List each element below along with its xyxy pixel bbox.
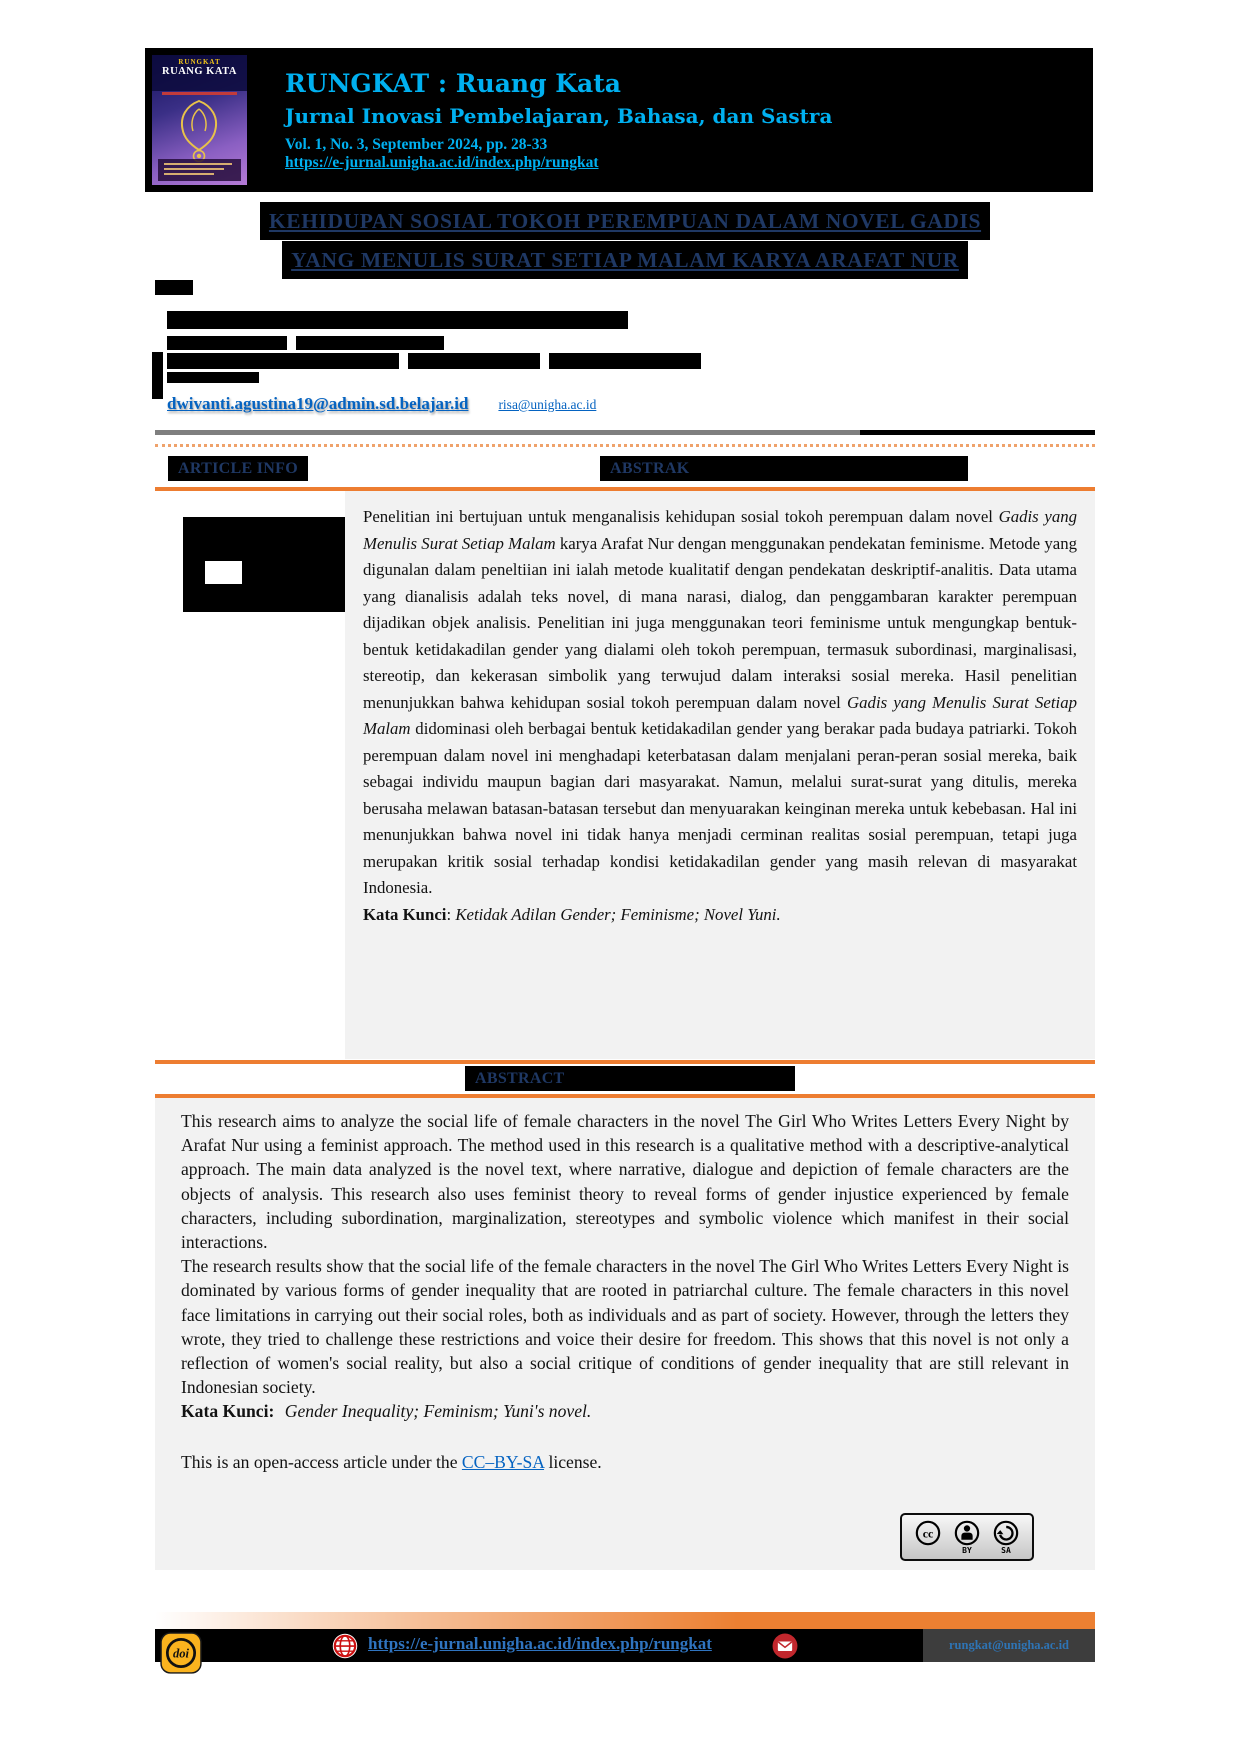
abstract-keywords: Kata Kunci: Gender Inequality; Feminism; Yuni's novel. xyxy=(181,1401,592,1422)
cc-by-sa-link[interactable]: CC–BY-SA xyxy=(461,1451,545,1472)
article-info-heading: ARTICLE INFO xyxy=(168,456,308,481)
journal-url-link[interactable]: https://e-jurnal.unigha.ac.id/index.php/rungkat xyxy=(285,154,599,171)
cc-by-label: BY xyxy=(962,1545,972,1555)
author-email-primary-link[interactable]: dwivanti.agustina19@admin.sd.belajar.id xyxy=(167,394,469,413)
abstract-heading: ABSTRACT xyxy=(465,1066,795,1091)
article-title-line1: KEHIDUPAN SOSIAL TOKOH PEREMPUAN DALAM NOVEL GADIS xyxy=(260,202,990,240)
novel-title-italic: Gadis yang Menulis Surat Setiap Malam xyxy=(363,692,1077,738)
journal-cover-thumbnail xyxy=(152,55,247,185)
logo-footer-band xyxy=(158,159,241,181)
logo-title-band xyxy=(152,55,247,91)
redacted-author-names xyxy=(167,311,628,329)
svg-text:doi: doi xyxy=(172,1646,190,1661)
redacted-article-history xyxy=(183,584,359,612)
cc-sa-label: SA xyxy=(1001,1545,1011,1555)
divider-gray-black xyxy=(155,430,1095,435)
logo-wayang-emblem-icon xyxy=(169,97,229,161)
article-title xyxy=(155,202,1095,280)
logo-decor-strip xyxy=(164,168,224,170)
logo-decor-strip xyxy=(164,163,232,165)
novel-title-italic: Gadis yang Menulis Surat Setiap Malam xyxy=(363,507,1077,553)
mail-icon xyxy=(772,1633,798,1659)
redacted-article-history xyxy=(183,561,205,584)
svg-text:cc: cc xyxy=(922,1525,934,1540)
logo-decor-strip xyxy=(164,173,214,175)
divider-dotted-orange xyxy=(155,444,1095,447)
footer-gradient-bar xyxy=(155,1612,1095,1629)
cc-by-sa-badge[interactable] xyxy=(900,1513,1034,1561)
redacted-affiliation xyxy=(549,353,701,369)
author-emails xyxy=(167,394,596,414)
redacted-author-number xyxy=(155,280,193,295)
article-title-line2: YANG MENULIS SURAT SETIAP MALAM KARYA ARAFAT NUR xyxy=(282,241,968,279)
author-email-secondary-link[interactable]: risa@unigha.ac.id xyxy=(498,397,597,412)
logo-title-main: RUANG KATA xyxy=(162,66,237,77)
redacted-affiliation xyxy=(167,372,259,383)
abstrak-heading: ABSTRAK xyxy=(600,456,968,481)
footer-email-panel xyxy=(923,1629,1095,1662)
abstract-box xyxy=(155,1098,1095,1570)
redacted-affiliation xyxy=(296,336,444,350)
redacted-article-history xyxy=(183,517,359,561)
footer-email[interactable]: rungkat@unigha.ac.id xyxy=(949,1638,1069,1652)
abstrak-keywords: Kata Kunci: Ketidak Adilan Gender; Feminisme; Novel Yuni. xyxy=(363,904,781,924)
journal-title: RUNGKAT : Ruang Kata xyxy=(285,69,621,98)
license-statement: This is an open-access article under the CC–BY-SA license. xyxy=(181,1451,602,1472)
abstrak-text: Penelitian ini bertujuan untuk menganalisis kehidupan sosial tokoh perempuan dalam novel Gadis yang Menulis Surat Setiap Malam karya Arafat Nur dengan menggunakan pendekatan feminisme. Metode yang digunalan dalam peneltiian ini ialah metode kualitatif dengan pendekatan deskriptif-analitis. Data utama yang dianalisis adalah teks novel, di mana narasi, dialog, dan penggambaran karakter perempuan dijadikan objek analisis. Penelitian ini juga menggunakan teori feminisme untuk mengungkap bentuk-bentuk ketidakadilan gender yang dialami oleh tokoh perempuan, termasuk subordinasi, marginalisasi, stereotip, dan kekerasan simbolik yang terwujud dalam interaksi sosial mereka. Hasil penelitian menunjukkan bahwa kehidupan sosial tokoh perempuan dalam novel Gadis yang Menulis Surat Setiap Malam didominasi oleh berbagai bentuk ketidakadilan gender yang berakar pada budaya patriarki. Tokoh perempuan dalam novel ini menghadapi keterbatasan dalam menjalani peran-peran sosial mereka, baik sebagai individu maupun bagian dari masyarakat. Namun, melalui surat-surat yang ditulis, mereka berusaha melawan batasan-batasan tersebut dan menyuarakan keinginan mereka untuk kebebasan. Hal ini menunjukkan bahwa novel ini tidak hanya menjadi cerminan realitas sosial perempuan, tetapi juga merupakan kritik sosial terhadap kondisi ketidakadilan gender yang masih relevan di masyarakat Indonesia. xyxy=(363,507,1077,897)
footer-journal-url-link[interactable]: https://e-jurnal.unigha.ac.id/index.php/rungkat xyxy=(368,1634,712,1653)
redacted-affiliation xyxy=(167,336,287,350)
cc-share-alike-icon xyxy=(993,1520,1019,1555)
abstract-paragraph-1: This research aims to analyze the social life of female characters in the novel The Girl Who Writes Letters Every Night by Arafat Nur using a feminist approach. The method used in this research is a qualitative method with a descriptive-analytical approach. The main data analyzed is the novel text, where narrative, dialogue and depiction of female characters are the objects of analysis. This research also uses feminist theory to reveal forms of gender injustice experienced by female characters, including subordination, marginalization, stereotypes and symbolic violence which manifest in their social interactions. xyxy=(181,1111,1069,1253)
cc-logo-icon xyxy=(915,1520,941,1555)
redacted-affiliation xyxy=(167,353,399,369)
doi-icon[interactable] xyxy=(160,1632,202,1674)
cc-attribution-icon xyxy=(954,1520,980,1555)
journal-header xyxy=(145,48,1093,192)
logo-decor-strip xyxy=(162,92,237,95)
abstrak-box xyxy=(345,491,1095,1059)
globe-icon xyxy=(332,1633,358,1659)
logo-title-small: RUNGKAT xyxy=(178,58,221,66)
journal-subtitle: Jurnal Inovasi Pembelajaran, Bahasa, dan Sastra xyxy=(285,104,833,128)
volume-issue-info: Vol. 1, No. 3, September 2024, pp. 28-33 xyxy=(285,136,548,153)
redacted-article-history xyxy=(242,561,359,584)
abstract-paragraph-2: The research results show that the social life of the female characters in the novel The Girl Who Writes Letters Every Night is dominated by various forms of gender inequality that are rooted in patriarchal culture. The female characters in this novel face limitations in carrying out their social roles, both as individuals and as part of society. However, through the letters they wrote, they tried to challenge these restrictions and voice their desire for freedom. This shows that this novel is not only a reflection of women's social reality, but also a social critique of conditions of gender inequality that are still relevant in Indonesian society. xyxy=(181,1256,1069,1398)
orange-rule-mid xyxy=(155,1060,1095,1064)
redacted-affiliation-marker xyxy=(152,352,163,399)
redacted-affiliation xyxy=(408,353,540,369)
